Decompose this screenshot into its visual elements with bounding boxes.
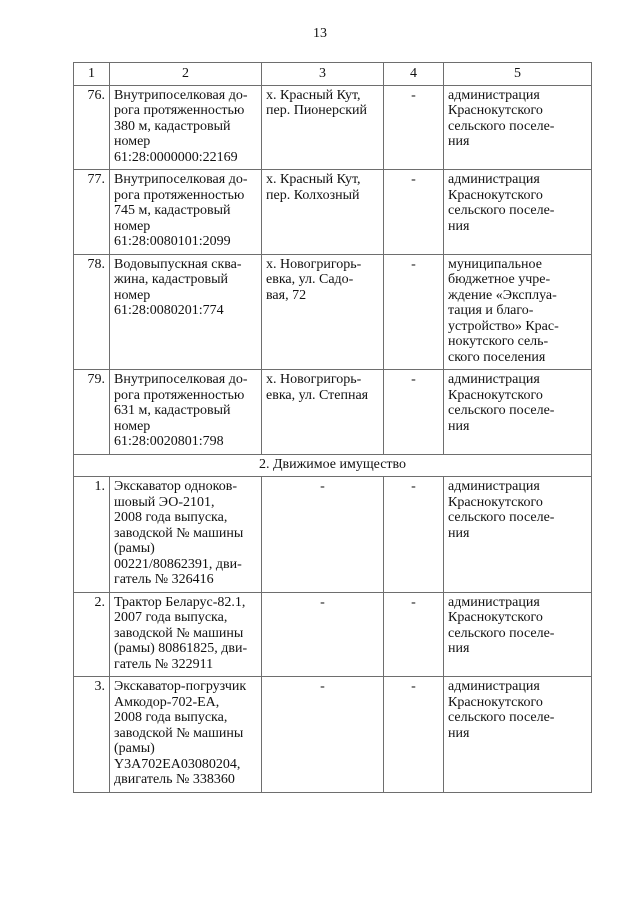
object-description-line: 00221/80862391, дви- <box>114 556 242 572</box>
right-holder-line: Краснокутского <box>448 387 543 403</box>
right-holder-line: администрация <box>448 372 540 387</box>
object-description-line: рога протяженностью <box>114 103 245 118</box>
object-address <box>262 677 384 793</box>
right-holder-line: сельского поселе- <box>448 710 555 725</box>
right-holder <box>444 477 592 593</box>
right-holder <box>444 592 592 677</box>
row-number: 79. <box>74 370 110 455</box>
row-number: 2. <box>74 592 110 677</box>
table-row <box>74 370 592 455</box>
object-description-line: 61:28:0020801:798 <box>114 434 224 449</box>
property-registry-table <box>73 62 592 793</box>
object-description-line: заводской № машины <box>114 725 244 741</box>
object-address <box>262 370 384 455</box>
table-row <box>74 254 592 370</box>
object-description-line: Амкодор-702-ЕА, <box>114 694 220 710</box>
object-description-line: заводской № машины <box>114 625 244 641</box>
object-description-line: 2008 года выпуска, <box>114 510 228 525</box>
right-holder-line: ния <box>448 725 470 741</box>
object-description-line: Экскаватор одноков- <box>114 479 237 494</box>
object-address-line: - <box>320 679 325 694</box>
object-description <box>110 254 262 370</box>
object-description-line: (рамы) 80861825, дви- <box>114 641 248 656</box>
table-row <box>74 170 592 255</box>
object-description-line: 745 м, кадастровый <box>114 203 231 218</box>
column-header: 1 <box>74 63 110 86</box>
object-address <box>262 477 384 593</box>
object-description-line: Y3А702ЕА03080204, <box>114 756 241 772</box>
object-description-line: жина, кадастровый <box>114 272 229 287</box>
object-description-line: 61:28:0080101:2099 <box>114 234 231 249</box>
object-address <box>262 254 384 370</box>
object-description-line: Трактор Беларус-82.1, <box>114 594 246 610</box>
column-4-value: - <box>384 85 444 170</box>
object-address-line: пер. Пионерский <box>266 103 368 118</box>
right-holder-line: ждение «Эксплуа- <box>448 287 557 303</box>
right-holder-line: сельского поселе- <box>448 203 555 218</box>
column-header: 5 <box>444 63 592 86</box>
table-row <box>74 477 592 593</box>
object-description-line: 380 м, кадастровый <box>114 118 231 134</box>
right-holder-line: администрация <box>448 479 540 494</box>
right-holder-line: ния <box>448 418 470 434</box>
column-header: 2 <box>110 63 262 86</box>
column-header: 3 <box>262 63 384 86</box>
object-description-line: (рамы) <box>114 541 155 556</box>
row-number: 1. <box>74 477 110 593</box>
object-address <box>262 170 384 255</box>
column-4-value: - <box>384 254 444 370</box>
right-holder-line: ния <box>448 134 470 149</box>
right-holder-line: муниципальное <box>448 256 542 272</box>
object-address-line: пер. Колхозный <box>266 187 360 203</box>
right-holder-line: нокутского сель- <box>448 334 549 349</box>
object-description-line: 2007 года выпуска, <box>114 610 228 625</box>
object-description-line: (рамы) <box>114 741 155 756</box>
right-holder-line: устройство» Крас- <box>448 318 559 334</box>
column-4-value: - <box>384 477 444 593</box>
object-description-line: Водовыпускная сква- <box>114 256 242 272</box>
right-holder-line: администрация <box>448 172 540 187</box>
object-description-line: рога протяженностью <box>114 187 245 203</box>
object-address-line: евка, ул. Садо- <box>266 272 354 287</box>
right-holder <box>444 85 592 170</box>
object-description-line: двигатель № 338360 <box>114 772 235 787</box>
table-header-row <box>74 63 592 86</box>
object-address <box>262 592 384 677</box>
object-description <box>110 85 262 170</box>
object-address-line: - <box>320 479 325 494</box>
right-holder-line: Краснокутского <box>448 187 543 203</box>
object-address-line: х. Красный Кут, <box>266 172 361 187</box>
right-holder-line: тация и благо- <box>448 303 534 318</box>
object-address-line: вая, 72 <box>266 287 307 303</box>
right-holder <box>444 370 592 455</box>
object-description <box>110 592 262 677</box>
column-4-value: - <box>384 677 444 793</box>
right-holder-line: сельского поселе- <box>448 510 555 525</box>
right-holder <box>444 254 592 370</box>
row-number: 76. <box>74 85 110 170</box>
right-holder-line: сельского поселе- <box>448 403 555 418</box>
right-holder-line: ния <box>448 525 470 541</box>
object-address-line: - <box>320 594 325 610</box>
object-description-line: Внутрипоселковая до- <box>114 172 248 187</box>
object-address-line: х. Новогригорь- <box>266 256 362 272</box>
object-description-line: 61:28:0080201:774 <box>114 303 224 318</box>
right-holder-line: Краснокутского <box>448 694 543 710</box>
object-description-line: гатель № 322911 <box>114 656 214 672</box>
right-holder-line: ния <box>448 218 470 234</box>
right-holder-line: администрация <box>448 87 540 103</box>
object-description-line: шовый ЭО-2101, <box>114 494 215 510</box>
object-description-line: номер <box>114 287 151 303</box>
object-description <box>110 370 262 455</box>
object-description-line: 61:28:0000000:22169 <box>114 149 238 165</box>
object-description-line: Внутрипоселковая до- <box>114 372 248 387</box>
right-holder-line: бюджетное учре- <box>448 272 551 287</box>
object-description-line: 631 м, кадастровый <box>114 403 231 418</box>
column-4-value: - <box>384 592 444 677</box>
column-4-value: - <box>384 170 444 255</box>
object-description-line: номер <box>114 134 151 149</box>
row-number: 78. <box>74 254 110 370</box>
table-row <box>74 85 592 170</box>
object-description <box>110 170 262 255</box>
right-holder <box>444 170 592 255</box>
object-description <box>110 477 262 593</box>
table-row <box>74 677 592 793</box>
object-address-line: х. Красный Кут, <box>266 87 361 103</box>
object-description-line: заводской № машины <box>114 525 244 541</box>
object-description <box>110 677 262 793</box>
object-description-line: Внутрипоселковая до- <box>114 87 248 103</box>
object-address-line: х. Новогригорь- <box>266 372 362 387</box>
right-holder <box>444 677 592 793</box>
table-row <box>74 592 592 677</box>
object-description-line: 2008 года выпуска, <box>114 710 228 725</box>
right-holder-line: Краснокутского <box>448 610 543 625</box>
object-address-line: евка, ул. Степная <box>266 387 369 403</box>
object-description-line: Экскаватор-погрузчик <box>114 679 247 694</box>
right-holder-line: администрация <box>448 679 540 694</box>
right-holder-line: ского поселения <box>448 349 546 365</box>
right-holder-line: сельского поселе- <box>448 118 555 134</box>
row-number: 77. <box>74 170 110 255</box>
section-title: 2. Движимое имущество <box>74 454 592 477</box>
column-header: 4 <box>384 63 444 86</box>
right-holder-line: Краснокутского <box>448 103 543 118</box>
row-number: 3. <box>74 677 110 793</box>
page-number: 13 <box>313 26 327 41</box>
object-description-line: гатель № 326416 <box>114 572 214 587</box>
right-holder-line: администрация <box>448 594 540 610</box>
right-holder-line: ния <box>448 641 470 656</box>
section-row <box>74 454 592 477</box>
right-holder-line: сельского поселе- <box>448 625 555 641</box>
object-description-line: рога протяженностью <box>114 387 245 403</box>
object-description-line: номер <box>114 418 151 434</box>
right-holder-line: Краснокутского <box>448 494 543 510</box>
object-address <box>262 85 384 170</box>
object-description-line: номер <box>114 218 151 234</box>
column-4-value: - <box>384 370 444 455</box>
